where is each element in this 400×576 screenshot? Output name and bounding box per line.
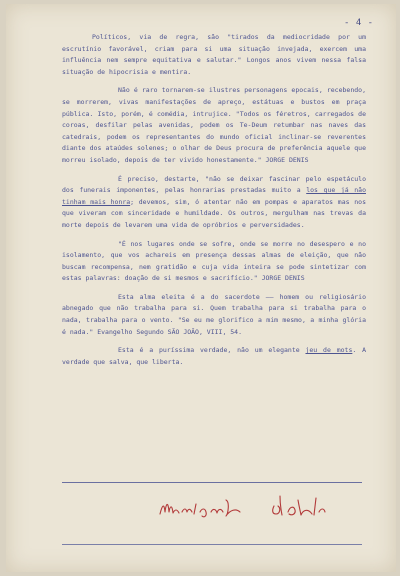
paragraph-preciso-end: ; devemos, sim, ó atentar não em pompas e aparatos mas nos que viveram com sinceridade e humildade. Os outros, mergulham nas trevas da morte depois de levarem uma vida de opróbrios e perversidades. [62, 197, 366, 229]
horizontal-rule-bottom [62, 544, 362, 545]
underlined-phrase: los que já não tinham mais honra [62, 186, 366, 206]
paragraph-politicos: Políticos, via de regra, são "tirados da mediocridade por um escrutínio favorável, criam para si uma situação invejada, exercem uma influência nem sempre equitativa e salutar." Longos anos vivem nessa falsa situação de hipocrisia e mentira. [62, 33, 366, 76]
document-body [62, 32, 366, 375]
paragraph-verdade [62, 345, 366, 368]
paragraph-ilustres: Não é raro tornarem-se ilustres personagens epocais, recebendo, se morrerem, vivas manifestações de apreço, estátuas e bustos em praça pública. Isto, porém, é comédia, intrujice. "Todos os féretros, carregados de coroas, desfilar pelas avenidas, podem os Te-Deum retumbar nas naves das catedrais, podem os representantes do mundo oficial inclinar-se reverentes diante dos ataúdes solenes; o olhar de Deus procura de preferência aquele que morreu isolado, depois de ter vivido honestamente." JORGE DENIS [62, 86, 366, 164]
signature-drawing [156, 488, 356, 524]
paragraph-lugares: "É nos lugares onde se sofre, onde se morre no desespero e no isolamento, que vos achareis em presença dessas almas de eleição, que não buscam recompensa, nem gratidão e cuja vida inteira se pode sintetizar com estas palavras: doação de si mesmos e sacrifício." JORGE DENIS [62, 239, 366, 283]
paragraph-verdade-end: . A verdade que salva, que liberta. [62, 346, 367, 366]
paragraph-verdade-start: Esta é a puríssima verdade, não um elegante [118, 346, 306, 355]
document-page [6, 4, 396, 572]
paragraph-preciso-start: É preciso, destarte, "não se deixar fascinar pelo espetáculo dos funerais imponentes, pelas honrarias prestadas muito a [62, 174, 366, 195]
paragraph-preciso [62, 174, 366, 232]
paragraph-alma-eleita: Esta alma eleita é a do sacerdote —— homem ou religiosário abnegado que não trabalha para si. Quem trabalha para si trabalha para o nada, trabalha para o vento. "Se eu me glorifico a mim mesmo, a minha glória é nada." Evangelho Segundo SÃO JOÃO, VIII, 54. [62, 292, 366, 336]
horizontal-rule-top [62, 482, 362, 483]
handwritten-signature [156, 488, 356, 524]
page-number: - 4 - [344, 18, 374, 28]
underlined-jeu-de-mots: jeu de mots [305, 346, 353, 355]
